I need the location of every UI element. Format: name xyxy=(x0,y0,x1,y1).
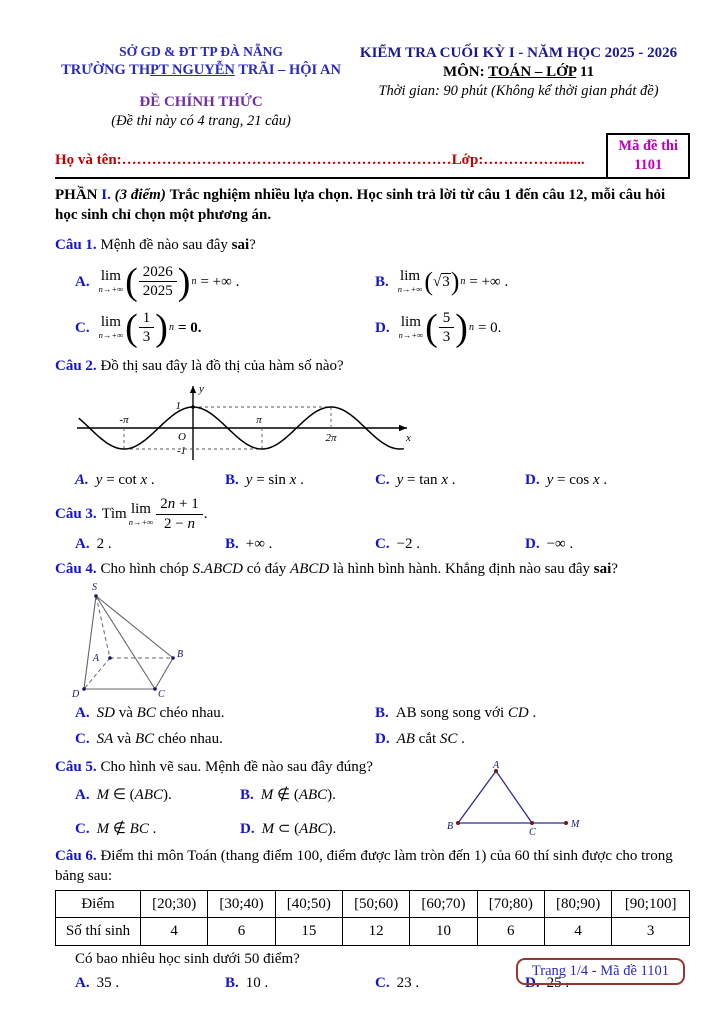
question-3-text: Tìm xyxy=(101,506,127,522)
name-label: Họ và tên: xyxy=(55,151,122,168)
svg-text:-π: -π xyxy=(119,413,129,426)
limit-operator: lim n→+∞ xyxy=(398,314,424,341)
svg-text:2π: 2π xyxy=(325,431,337,444)
table-row xyxy=(56,891,690,918)
header-left xyxy=(55,44,347,130)
question-4-label: Câu 4. xyxy=(55,561,97,578)
table-cell: 4 xyxy=(141,918,208,945)
triangle-figure xyxy=(445,761,595,839)
svg-text:B: B xyxy=(177,649,184,661)
option: A. y = cot x . xyxy=(75,471,155,488)
table-header-cell: [60;70) xyxy=(410,891,477,918)
table-header-cell: [20;30) xyxy=(141,891,208,918)
header xyxy=(55,44,690,130)
table-cell: 6 xyxy=(477,918,544,945)
pages-note: (Đề thi này có 4 trang, 21 câu) xyxy=(111,112,291,129)
svg-text:B: B xyxy=(447,820,454,832)
option: D. y = cos x . xyxy=(525,471,608,488)
svg-text:S: S xyxy=(92,582,97,594)
pyramid-figure xyxy=(63,581,233,699)
question-3-options xyxy=(55,536,690,553)
part1-heading: PHẦN I. (3 điểm) Trắc nghiệm nhiều lựa chọn. Học sinh trả lời từ câu 1 đến câu 12, mỗi câu hỏi học sinh chỉ chọn một phương án. xyxy=(55,186,666,224)
option: D. lim n→+∞ ( $\frac{5}{3}$ ) n = 0. xyxy=(375,306,502,349)
table-header-cell: [80;90) xyxy=(544,891,611,918)
svg-text:-1: -1 xyxy=(176,444,186,457)
question-5-text: Cho hình vẽ sau. Mệnh đề nào sau đây đúng? xyxy=(100,758,373,775)
cosine-graph-figure xyxy=(73,378,418,466)
table-cell: Số thí sinh xyxy=(56,918,141,945)
svg-text:O: O xyxy=(178,430,186,443)
header-divider xyxy=(55,177,690,179)
score-table xyxy=(55,890,690,946)
question-6-text: Điểm thi môn Toán (thang điểm 100, điểm được làm tròn đến 1) của 60 thí sinh được cho trong bảng sau: xyxy=(55,847,673,884)
table-cell: 10 xyxy=(410,918,477,945)
option: B. y = sin x . xyxy=(225,471,304,488)
svg-text:C: C xyxy=(158,689,165,700)
question-1-label: Câu 1. xyxy=(55,237,97,254)
header-right xyxy=(347,44,690,130)
option: A. 35 . xyxy=(75,974,120,991)
exam-code-value: 1101 xyxy=(634,156,663,173)
question-2-label: Câu 2. xyxy=(55,357,97,374)
fraction: $\frac{5}{3}$ xyxy=(439,310,455,346)
table-cell: 4 xyxy=(544,918,611,945)
part1-label: PHẦN I. xyxy=(55,186,111,203)
svg-text:1: 1 xyxy=(175,399,181,412)
page-number-box: Trang 1/4 - Mã đề 1101 xyxy=(516,958,685,985)
question-6-subquestion: Có bao nhiêu học sinh dưới 50 điểm? xyxy=(75,950,300,967)
school-name: TRƯỜNG THPT NGUYỄN TRÃI – HỘI AN xyxy=(61,61,341,78)
table-header-cell: [70;80) xyxy=(477,891,544,918)
fraction: $\frac{1}{3}$ xyxy=(139,310,155,346)
name-field: ………………………………………………………… xyxy=(121,151,452,168)
question-5 xyxy=(55,757,690,840)
question-1-options xyxy=(55,260,690,349)
limit-operator: lim n→+∞ xyxy=(98,314,124,341)
question-4-options xyxy=(55,703,690,749)
option: A. lim n→+∞ ( $\frac{2026}{2025}$ ) n = +∞ . xyxy=(75,260,240,303)
subject-line: MÔN: TOÁN – LỚP 11 xyxy=(442,63,595,80)
question-2-text: Đồ thị sau đây là đồ thị của hàm số nào? xyxy=(100,357,344,374)
option: D. M ⊂ (ABC). xyxy=(240,821,337,838)
footer xyxy=(516,958,685,985)
table-header-cell: [90;100] xyxy=(612,891,690,918)
limit-operator: lim n→+∞ xyxy=(397,268,423,295)
svg-text:A: A xyxy=(493,760,500,771)
option: A. 2 . xyxy=(75,536,112,553)
square-root: √3 xyxy=(432,273,450,290)
option: C. lim n→+∞ ( $\frac{1}{3}$ ) n = 0. xyxy=(75,306,202,349)
option: B. 10 . xyxy=(225,974,269,991)
svg-text:x: x xyxy=(406,431,411,444)
table-header-cell: [50;60) xyxy=(342,891,409,918)
exam-code-label: Mã đề thi xyxy=(618,138,678,154)
question-5-label: Câu 5. xyxy=(55,758,97,775)
official-exam-label: ĐỀ CHÍNH THỨC xyxy=(139,94,263,110)
option: C. SA và BC chéo nhau. xyxy=(75,730,223,747)
question-3-label: Câu 3. xyxy=(55,506,97,522)
time-note: Thời gian: 90 phút (Không kể thời gian phát đề) xyxy=(378,82,659,99)
limit-operator: lim n→+∞ xyxy=(128,500,154,527)
table-cell: 15 xyxy=(275,918,342,945)
option: A. M ∈ (ABC). xyxy=(75,787,172,804)
question-4-text: Cho hình chóp S.ABCD có đáy ABCD là hình bình hành. Khẳng định nào sau đây sai? xyxy=(100,561,618,578)
name-class-line xyxy=(55,152,690,169)
option: C. 23 . xyxy=(375,974,420,991)
question-5-options xyxy=(55,785,445,840)
exam-title: KIỂM TRA CUỐI KỲ I - NĂM HỌC 2025 - 2026 xyxy=(359,45,678,61)
table-cell: 12 xyxy=(342,918,409,945)
option: B. +∞ . xyxy=(225,536,273,553)
class-label: Lớp: xyxy=(451,151,484,168)
table-header-cell: [40;50) xyxy=(275,891,342,918)
svg-text:M: M xyxy=(571,818,580,830)
table-header-cell: [30;40) xyxy=(208,891,275,918)
option: B. lim n→+∞ ( √3 ) n = +∞ . xyxy=(375,266,509,296)
class-field: ……………....... xyxy=(483,151,585,168)
question-5-left xyxy=(55,757,445,840)
question-1-text: Mệnh đề nào sau đây sai? xyxy=(100,237,256,254)
table-cell: 3 xyxy=(612,918,690,945)
svg-text:y: y xyxy=(199,382,204,395)
table-row xyxy=(56,918,690,945)
option: B. AB song song với CD . xyxy=(375,705,537,722)
question-1 xyxy=(55,235,690,349)
exam-code-box xyxy=(606,133,690,179)
table-header-cell: Điểm xyxy=(56,891,141,918)
svg-text:A: A xyxy=(92,653,99,665)
option: C. M ∉ BC . xyxy=(75,821,157,838)
question-2-options xyxy=(55,470,690,490)
fraction: $\frac{2n + 1}{2 - n}$ xyxy=(156,496,202,532)
table-cell: 6 xyxy=(208,918,275,945)
fraction: $\frac{2026}{2025}$ xyxy=(139,264,177,300)
option: D. −∞ . xyxy=(525,536,574,553)
question-6-label: Câu 6. xyxy=(55,847,97,864)
question-4 xyxy=(55,559,690,749)
limit-operator: lim n→+∞ xyxy=(98,268,124,295)
option: B. M ∉ (ABC). xyxy=(240,787,336,804)
svg-text:D: D xyxy=(72,689,80,700)
department-name: SỞ GD & ĐT TP ĐÀ NẴNG xyxy=(119,44,283,59)
option: C. y = tan x . xyxy=(375,471,456,488)
option: C. −2 . xyxy=(375,536,421,553)
question-2 xyxy=(55,356,690,491)
option: D. AB cắt SC . xyxy=(375,730,465,747)
option: A. SD và BC chéo nhau. xyxy=(75,705,225,722)
svg-text:π: π xyxy=(256,413,262,426)
svg-text:C: C xyxy=(529,826,536,838)
question-3: Câu 3. Tìm lim n→+∞ $\frac{2n + 1}{2 - n}$ . xyxy=(55,496,208,532)
option: D. 25 . xyxy=(525,974,570,991)
